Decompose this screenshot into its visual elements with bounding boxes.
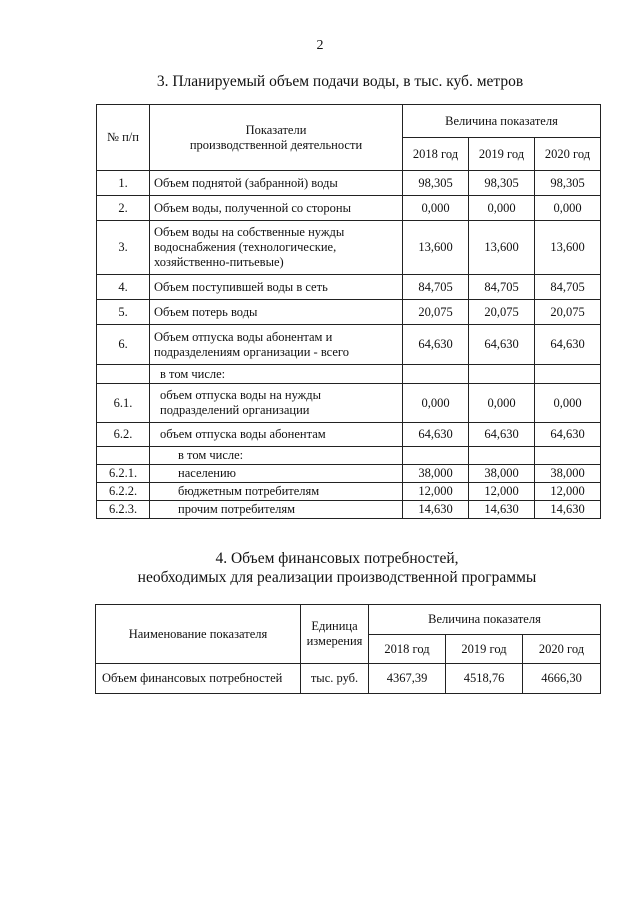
- row-value: 64,630: [403, 423, 469, 447]
- row-value: [403, 447, 469, 465]
- row-value: 0,000: [403, 384, 469, 423]
- header-name: Наименование показателя: [96, 605, 301, 664]
- table-row: [97, 275, 601, 300]
- row-value: 64,630: [469, 325, 535, 365]
- row-value: 38,000: [469, 465, 535, 483]
- row-value: 38,000: [403, 465, 469, 483]
- row-value: 4518,76: [446, 664, 523, 694]
- header-year: 2019 год: [469, 138, 535, 171]
- row-name: в том числе:: [150, 365, 403, 384]
- row-num: 5.: [97, 300, 150, 325]
- row-name: Объем поступившей воды в сеть: [150, 275, 403, 300]
- row-num: 6.2.3.: [97, 501, 150, 519]
- table-header-row: [96, 605, 601, 635]
- row-name: в том числе:: [150, 447, 403, 465]
- row-num: [97, 447, 150, 465]
- row-name: Объем отпуска воды абонентам и подразделениям организации - всего: [150, 325, 403, 365]
- table-row: [97, 465, 601, 483]
- row-num: 1.: [97, 171, 150, 196]
- row-value: 0,000: [535, 196, 601, 221]
- table-row: [97, 221, 601, 275]
- row-value: 84,705: [469, 275, 535, 300]
- row-value: 64,630: [535, 325, 601, 365]
- row-value: 20,075: [535, 300, 601, 325]
- row-name: объем отпуска воды абонентам: [150, 423, 403, 447]
- table-row: [97, 196, 601, 221]
- row-num: 6.2.: [97, 423, 150, 447]
- row-value: 98,305: [469, 171, 535, 196]
- header-unit: Единица измерения: [301, 605, 369, 664]
- row-num: 3.: [97, 221, 150, 275]
- row-value: [535, 365, 601, 384]
- row-value: 13,600: [403, 221, 469, 275]
- row-value: 14,630: [535, 501, 601, 519]
- table-header-row: [97, 105, 601, 138]
- row-num: 6.2.2.: [97, 483, 150, 501]
- row-num: 4.: [97, 275, 150, 300]
- row-value: 98,305: [535, 171, 601, 196]
- row-name: бюджетным потребителям: [150, 483, 403, 501]
- row-name: Объем потерь воды: [150, 300, 403, 325]
- row-value: 20,075: [469, 300, 535, 325]
- row-value: 0,000: [469, 196, 535, 221]
- row-name: Объем воды на собственные нужды водоснабжения (технологические, хозяйственно-питьевые): [150, 221, 403, 275]
- row-name: населению: [150, 465, 403, 483]
- row-value: 98,305: [403, 171, 469, 196]
- table-row: [97, 501, 601, 519]
- row-value: 13,600: [469, 221, 535, 275]
- row-value: 0,000: [469, 384, 535, 423]
- row-value: 84,705: [403, 275, 469, 300]
- row-unit: тыс. руб.: [301, 664, 369, 694]
- table-row: [97, 365, 601, 384]
- row-name: прочим потребителям: [150, 501, 403, 519]
- section-3-title: 3. Планируемый объем подачи воды, в тыс. куб. метров: [156, 73, 524, 90]
- row-num: 6.2.1.: [97, 465, 150, 483]
- row-value: 0,000: [403, 196, 469, 221]
- row-value: 20,075: [403, 300, 469, 325]
- row-name: Объем финансовых потребностей: [96, 664, 301, 694]
- row-num: [97, 365, 150, 384]
- table-row: [97, 447, 601, 465]
- table-row: [97, 384, 601, 423]
- page-number: 2: [316, 38, 324, 53]
- row-value: [469, 447, 535, 465]
- header-indicator: Показатели производственной деятельности: [150, 105, 403, 171]
- row-value: 64,630: [535, 423, 601, 447]
- row-value: [403, 365, 469, 384]
- row-value: 12,000: [469, 483, 535, 501]
- header-year: 2020 год: [523, 635, 601, 664]
- table-row: [97, 423, 601, 447]
- table-row: [97, 300, 601, 325]
- row-value: 14,630: [403, 501, 469, 519]
- financial-needs-table: [95, 604, 601, 694]
- header-year: 2020 год: [535, 138, 601, 171]
- water-supply-table: [96, 104, 601, 519]
- row-name: Объем воды, полученной со стороны: [150, 196, 403, 221]
- header-value: Величина показателя: [369, 605, 601, 635]
- row-value: 14,630: [469, 501, 535, 519]
- table-row: [96, 664, 601, 694]
- row-value: [535, 447, 601, 465]
- table-row: [97, 325, 601, 365]
- row-num: 6.: [97, 325, 150, 365]
- header-value: Величина показателя: [403, 105, 601, 138]
- row-value: 64,630: [403, 325, 469, 365]
- header-year: 2018 год: [403, 138, 469, 171]
- row-value: 0,000: [535, 384, 601, 423]
- row-value: 13,600: [535, 221, 601, 275]
- row-num: 2.: [97, 196, 150, 221]
- header-year: 2018 год: [369, 635, 446, 664]
- header-year: 2019 год: [446, 635, 523, 664]
- row-value: 38,000: [535, 465, 601, 483]
- row-value: 12,000: [403, 483, 469, 501]
- row-name: Объем поднятой (забранной) воды: [150, 171, 403, 196]
- row-name: объем отпуска воды на нужды подразделений организации: [150, 384, 403, 423]
- row-num: 6.1.: [97, 384, 150, 423]
- row-value: 64,630: [469, 423, 535, 447]
- table-row: [97, 483, 601, 501]
- row-value: 12,000: [535, 483, 601, 501]
- row-value: 4367,39: [369, 664, 446, 694]
- row-value: 84,705: [535, 275, 601, 300]
- row-value: [469, 365, 535, 384]
- row-value: 4666,30: [523, 664, 601, 694]
- table-row: [97, 171, 601, 196]
- header-num: № п/п: [97, 105, 150, 171]
- section-4-title: 4. Объем финансовых потребностей, необходимых для реализации производственной программы: [137, 550, 537, 586]
